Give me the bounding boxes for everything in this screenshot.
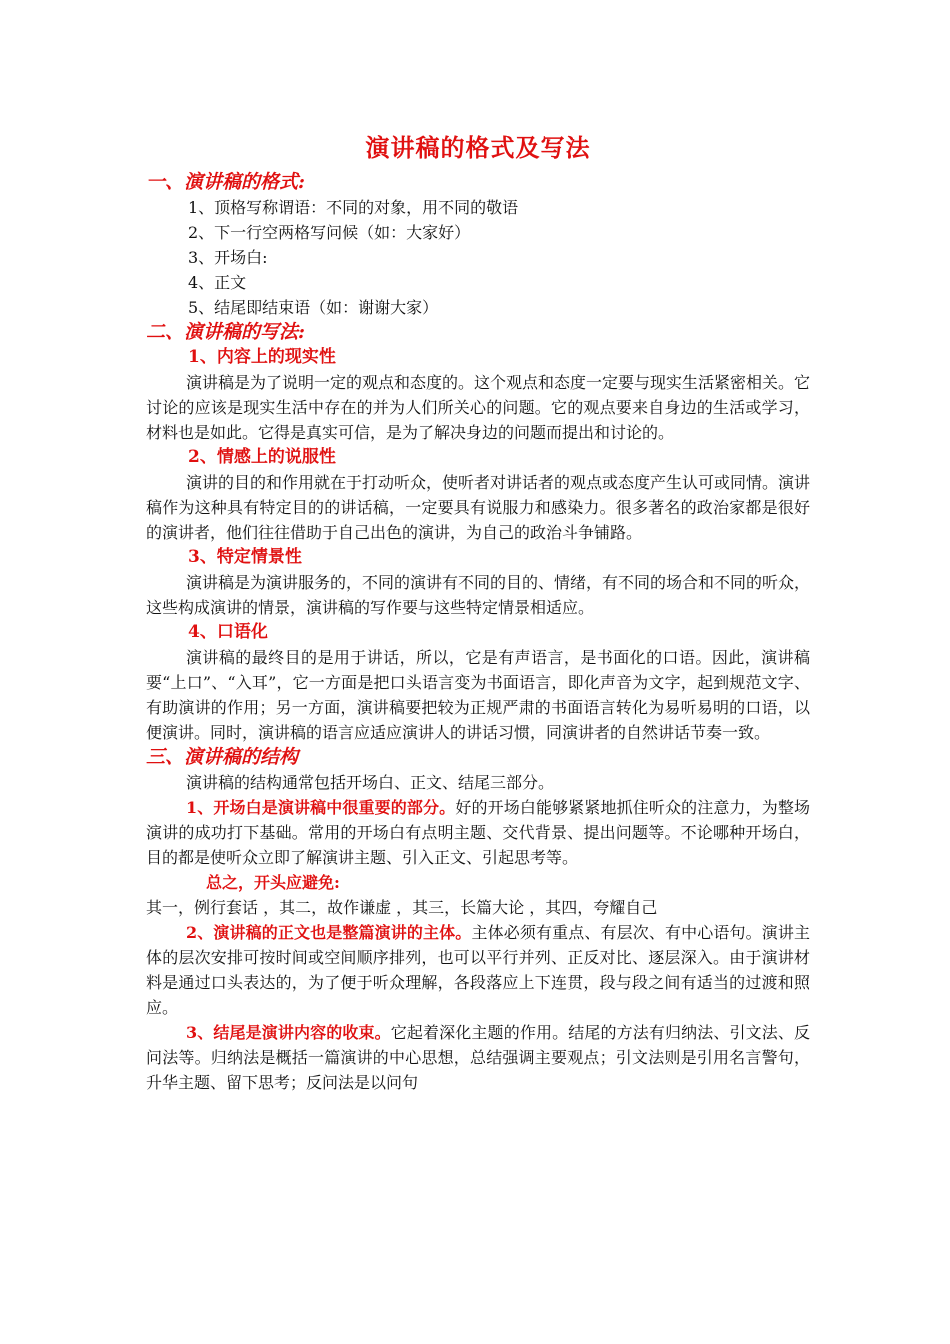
page-title: 演讲稿的格式及写法 <box>365 133 591 162</box>
paragraph-text: 主体必须有重点、有层次、有中心语句。演讲主体的层次安排可按时间或空间顺序排列，也可以平行并列、正反对比、逐层深入。由于演讲材料是通过口头表达的，为了便于听众理解，各段落应上下连贯，段与段之间有适当的过渡和照应。 <box>146 923 810 1017</box>
paragraph-text: 它起着深化主题的作用。结尾的方法有归纳法、引文法、反问法等。归纳法是概括一篇演讲的中心思想，总结强调主要观点；引文法则是引用名言警句，升华主题、留下思考；反问法是以问句 <box>146 1023 810 1092</box>
paragraph-lead: 2、演讲稿的正文也是整篇演讲的主体。 <box>186 923 472 942</box>
paragraph <box>146 920 810 1020</box>
section2-heading: 二、演讲稿的写法: <box>146 321 306 343</box>
note-heading: 总之，开头应避免: <box>206 873 340 892</box>
list-item: 2、下一行空两格写问候（如：大家好） <box>188 223 471 242</box>
document-page <box>146 130 810 1095</box>
subsection-heading: 3、特定情景性 <box>188 547 302 567</box>
paragraph: 演讲稿是为了说明一定的观点和态度的。这个观点和态度一定要与现实生活紧密相关。它讨论的应该是现实生活中存在的并为人们所关心的问题。它的观点要来自身边的生活或学习，材料也是如此。它得是真实可信，是为了解决身边的问题而提出和讨论的。 <box>146 373 811 442</box>
paragraph: 演讲稿的结构通常包括开场白、正文、结尾三部分。 <box>186 773 555 792</box>
paragraph <box>146 1020 810 1095</box>
list-item: 4、正文 <box>188 273 247 292</box>
list-item: 3、开场白: <box>188 248 268 267</box>
avoid-list: 其一，例行套话 ，其二，故作谦虚 ，其三，长篇大论 ，其四，夸耀自己 <box>146 898 658 917</box>
paragraph: 演讲稿的最终目的是用于讲话，所以，它是有声语言，是书面化的口语。因此，演讲稿要“上口”、“入耳”，它一方面是把口头语言变为书面语言，即化声音为文字，起到规范文字、有助演讲的作用；另一方面，演讲稿要把较为正规严肃的书面语言转化为易听易明的口语，以便演讲。同时，演讲稿的语言应适应演讲人的讲话习惯，同演讲者的自然讲话节奏一致。 <box>146 648 810 742</box>
subsection-heading: 2、情感上的说服性 <box>188 447 336 467</box>
paragraph: 演讲稿是为演讲服务的，不同的演讲有不同的目的、情绪，有不同的场合和不同的听众，这些构成演讲的情景，演讲稿的写作要与这些特定情景相适应。 <box>146 573 811 617</box>
subsection-heading: 4、口语化 <box>188 622 268 642</box>
paragraph-lead: 1、开场白是演讲稿中很重要的部分。 <box>186 798 456 817</box>
paragraph-text: 好的开场白能够紧紧地抓住听众的注意力，为整场演讲的成功打下基础。常用的开场白有点明主题、交代背景、提出问题等。不论哪种开场白，目的都是使听众立即了解演讲主题、引入正文、引起思考等。 <box>146 798 810 867</box>
list-item: 1、顶格写称谓语：不同的对象，用不同的敬语 <box>188 198 519 217</box>
subsection-heading: 1、内容上的现实性 <box>188 347 336 367</box>
paragraph: 演讲的目的和作用就在于打动听众，使听者对讲话者的观点或态度产生认可或同情。演讲稿作为这种具有特定目的的讲话稿，一定要具有说服力和感染力。很多著名的政治家都是很好的演讲者，他们往往借助于自己出色的演讲，为自己的政治斗争铺路。 <box>146 473 811 542</box>
section3-heading: 三、演讲稿的结构 <box>146 746 299 768</box>
paragraph-lead: 3、结尾是演讲内容的收束。 <box>186 1023 391 1042</box>
list-item: 5、结尾即结束语（如：谢谢大家） <box>188 298 439 317</box>
section1-heading: 一、演讲稿的格式: <box>146 171 306 193</box>
paragraph <box>146 795 810 870</box>
